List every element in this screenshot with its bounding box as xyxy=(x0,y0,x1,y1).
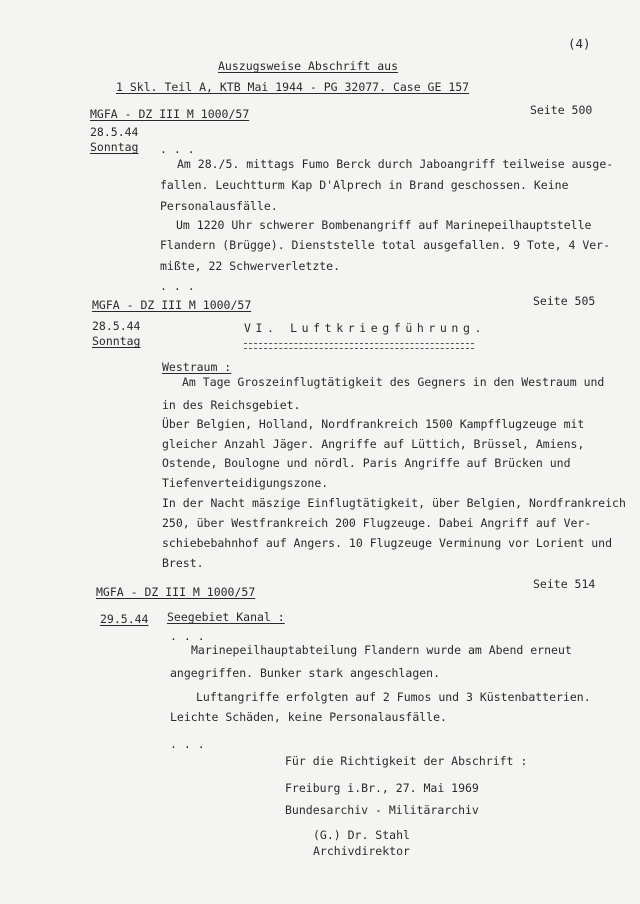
text-line: angegriffen. Bunker stark angeschlagen. xyxy=(170,666,441,680)
archive-reference: MGFA - DZ III M 1000/57 xyxy=(90,107,250,121)
text-line: in des Reichsgebiet. xyxy=(162,398,301,412)
entry-date: 28.5.44 xyxy=(90,125,139,139)
archive-reference: MGFA - DZ III M 1000/57 xyxy=(92,298,252,312)
ellipsis: . . . xyxy=(160,142,195,156)
page-reference: Seite 505 xyxy=(533,294,596,308)
signatory-title: Archivdirektor xyxy=(313,844,410,858)
page-reference: Seite 500 xyxy=(530,103,593,117)
heading-underline xyxy=(244,343,474,349)
text-line: Marinepeilhauptabteilung Flandern wurde am Abend erneut xyxy=(191,643,572,657)
text-line: mißte, 22 Schwerverletzte. xyxy=(160,259,341,273)
document-source: 1 Skl. Teil A, KTB Mai 1944 - PG 32077. Case GE 157 xyxy=(116,80,470,94)
institution: Bundesarchiv - Militärarchiv xyxy=(285,803,479,817)
entry-date: 29.5.44 xyxy=(100,612,149,626)
ellipsis: . . . xyxy=(170,737,205,751)
page-reference: Seite 514 xyxy=(533,577,596,591)
text-line: In der Nacht mäszige Einflugtätigkeit, über Belgien, Nordfrankreich xyxy=(162,496,626,510)
text-line: Flandern (Brügge). Dienststelle total ausgefallen. 9 Tote, 4 Ver- xyxy=(160,238,611,252)
entry-day: Sonntag xyxy=(90,140,139,154)
text-line: fallen. Leuchtturm Kap D'Alprech in Brand geschossen. Keine xyxy=(160,178,569,192)
text-line: Am Tage Groszeinflugtätigkeit des Gegners in den Westraum und xyxy=(182,375,605,389)
text-line: Personalausfälle. xyxy=(160,199,278,213)
text-line: Ostende, Boulogne und nördl. Paris Angriffe auf Brücken und xyxy=(162,456,571,470)
ellipsis: . . . xyxy=(170,629,205,643)
text-line: 250, über Westfrankreich 200 Flugzeuge. Dabei Angriff auf Ver- xyxy=(162,516,592,530)
document-title: Auszugsweise Abschrift aus xyxy=(218,59,399,73)
text-line: Tiefenverteidigungszone. xyxy=(162,476,329,490)
certification-statement: Für die Richtigkeit der Abschrift : xyxy=(285,754,528,768)
text-line: Am 28./5. mittags Fumo Berck durch Jaboangriff teilweise ausge- xyxy=(177,157,614,171)
text-line: gleicher Anzahl Jäger. Angriffe auf Lüttich, Brüssel, Amiens, xyxy=(162,437,585,451)
section-heading: VI. Luftkriegführung. xyxy=(244,321,486,335)
text-line: Luftangriffe erfolgten auf 2 Fumos und 3 Küstenbatterien. xyxy=(196,690,591,704)
section-heading: Seegebiet Kanal : xyxy=(167,610,285,624)
archive-reference: MGFA - DZ III M 1000/57 xyxy=(96,585,256,599)
place-date: Freiburg i.Br., 27. Mai 1969 xyxy=(285,781,479,795)
ellipsis: . . . xyxy=(160,279,195,293)
text-line: Brest. xyxy=(162,556,204,570)
page-number: (4) xyxy=(568,36,591,51)
entry-day: Sonntag xyxy=(92,334,141,348)
text-line: schiebebahnhof auf Angers. 10 Flugzeuge Verminung vor Lorient und xyxy=(162,536,613,550)
subheading: Westraum : xyxy=(162,360,232,374)
signatory: (G.) Dr. Stahl xyxy=(313,828,410,842)
entry-date: 28.5.44 xyxy=(92,319,141,333)
text-line: Um 1220 Uhr schwerer Bombenangriff auf Marinepeilhauptstelle xyxy=(176,218,592,232)
text-line: Über Belgien, Holland, Nordfrankreich 1500 Kampfflugzeuge mit xyxy=(162,417,585,431)
text-line: Leichte Schäden, keine Personalausfälle. xyxy=(170,710,447,724)
